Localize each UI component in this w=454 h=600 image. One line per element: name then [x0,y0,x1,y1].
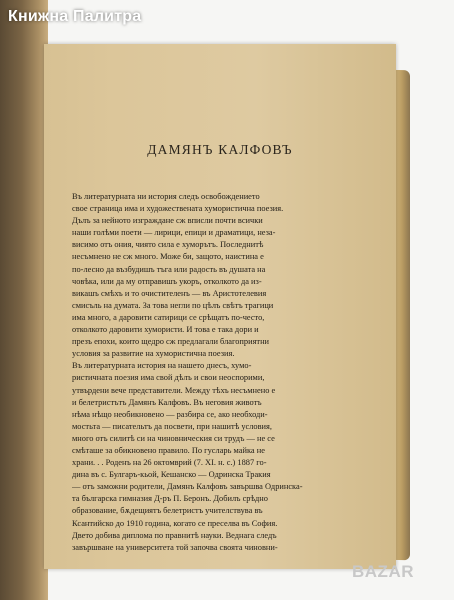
text-line: Дълъ за нейното изграждане сж вписли почти всички [72,216,263,226]
text-line: по-лесно да възбудишъ тъга или радость въ душата на [72,264,266,274]
body-text [72,191,388,554]
text-line: условия за развитие на хумористична поезия. [72,349,235,359]
text-line: презъ епохи, които щедро сж предлагали благоприятни [72,337,270,347]
text-line: утвърдени вече представители. Между тѣхъ несъмнено е [72,385,276,395]
text-line: образование, бѫдещиятъ белетристъ учителствува въ [72,506,263,516]
text-line: висимо отъ ония, чиято сила е хуморътъ. Последнитѣ [72,240,264,250]
text-line: Въ литературната ни история следъ освобождението [72,192,260,201]
bazar-logo [352,562,438,588]
text-line: Двето добива диплома по правнитѣ науки. Веднага следъ [72,530,277,540]
text-line: несъмнено не сж много. Може би, защото, наистина е [72,252,264,262]
text-line: — отъ заможни родители, Дамянъ Калфовъ завършва Одринска- [72,482,303,492]
text-line: човѣка, или да му отправишъ укоръ, отколкото да из- [72,276,262,286]
text-line: свое страница има и художествената хумористична поезия. [72,204,284,214]
text-line: Въ литературната история на нашето днесъ, хумо- [72,361,252,371]
text-line: много отъ силитѣ си на чиновническия си трудъ — не се [72,433,275,443]
text-line: има много, а даровити сатирици се срѣщатъ по-често, [72,312,265,322]
text-line: отколкото даровити хумористи. И това е така дори и [72,325,259,335]
text-line: храни. . . Роденъ на 26 октомврий (7. XI. н. с.) 1887 го- [72,458,267,468]
text-line: ристичната поезия има свой дѣлъ и свои неоспорими, [72,373,265,383]
text-line: и белетристътъ Дамянъ Калфовъ. Въ неговия животъ [72,397,262,407]
text-line: та българска гимназия Д-ръ П. Беронъ. Добилъ срѣдно [72,494,268,504]
book-spine-shadow [0,0,48,600]
text-line: смисъль на думата. За това негли по цѣлъ свѣтъ трагици [72,300,274,310]
logo-text: BAZAR [352,562,414,581]
text-line: смѣташе за обикновено правило. По гусларь майка не [72,445,265,455]
book-page [44,44,396,569]
text-line: мостьта — писательтъ да посвети, при нашитѣ условия, [72,421,272,431]
text-line: Ксантийско до 1910 година, когато се преселва въ София. [72,518,278,528]
text-line: наши голѣми поети — лирици, епици и драматици, неза- [72,228,276,238]
text-line: завършване на университета той започва своята чиновни- [72,542,278,552]
text-line: нѣма нѣщо необикновено — разбира се, ако необходи- [72,409,268,419]
watermark-text: Книжна Палитра [8,8,142,25]
text-line: дина въ с. Булгаръ-кьой, Кешанско — Одринска Тракия [72,470,271,480]
text-line: викашъ смѣхъ и то очистителенъ — въ Аристотелевия [72,288,267,298]
page-title: ДАМЯНЪ КАЛФОВЪ [147,142,293,157]
